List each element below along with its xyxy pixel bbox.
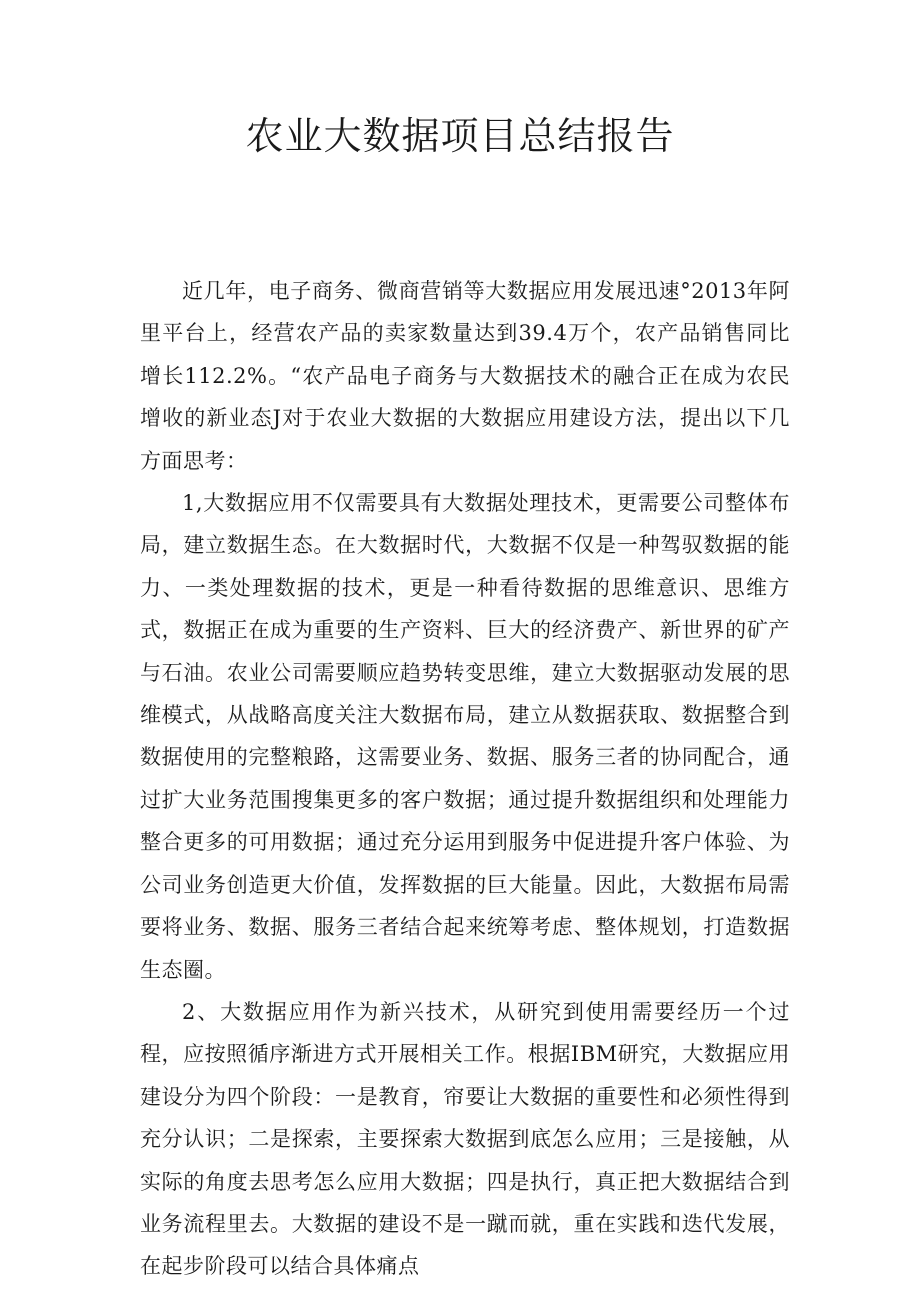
- document-title: 农业大数据项目总结报告: [245, 114, 675, 158]
- paragraph-intro: 近几年，电子商务、微商营销等大数据应用发展迅速°2013年阿里平台上，经营农产品的卖家数量达到39.4万个，农产品销售同比增长112.2%。“农产品电子商务与大数据技术的融合正在成为农民增收的新业态J对于农业大数据的大数据应用建设方法，提出以下几方面思考：: [140, 279, 790, 473]
- paragraph-point-2: 2、大数据应用作为新兴技术，从研究到使用需要经历一个过程，应按照循序渐进方式开展相关工作。根据IBM研究，大数据应用建设分为四个阶段：一是教育，帘要让大数据的重要性和必须性得到充分认识；二是探索，主要探索大数据到底怎么应用；三是接触，从实际的角度去思考怎么应用大数据；四是执行，真正把大数据结合到业务流程里去。大数据的建设不是一蹴而就，重在实践和迭代发展，在起步阶段可以结合具体痛点: [140, 999, 790, 1279]
- document-body: [140, 270, 790, 1288]
- paragraph-point-1: 1,大数据应用不仅需要具有大数据处理技术，更需要公司整体布局，建立数据生态。在大数据时代，大数据不仅是一种驾驭数据的能力、一类处理数据的技术，更是一种看待数据的思维意识、思维方式，数据正在成为重要的生产资料、巨大的经济费产、新世界的矿产与石油。农业公司需要顺应趋势转变思维，建立大数据驱动发展的思维模式，从战略高度关注大数据布局，建立从数据获取、数据整合到数据使用的完整粮路，这需要业务、数据、服务三者的协同配合，通过扩大业务范围搜集更多的客户数据；通过提升数据组织和处理能力整合更多的可用数据；通过充分运用到服务中促进提升客户体验、为公司业务创造更大价值，发挥数据的巨大能量。因此，大数据布局需要将业务、数据、服务三者结合起来统筹考虑、整体规划，打造数据生态圈。: [140, 491, 790, 982]
